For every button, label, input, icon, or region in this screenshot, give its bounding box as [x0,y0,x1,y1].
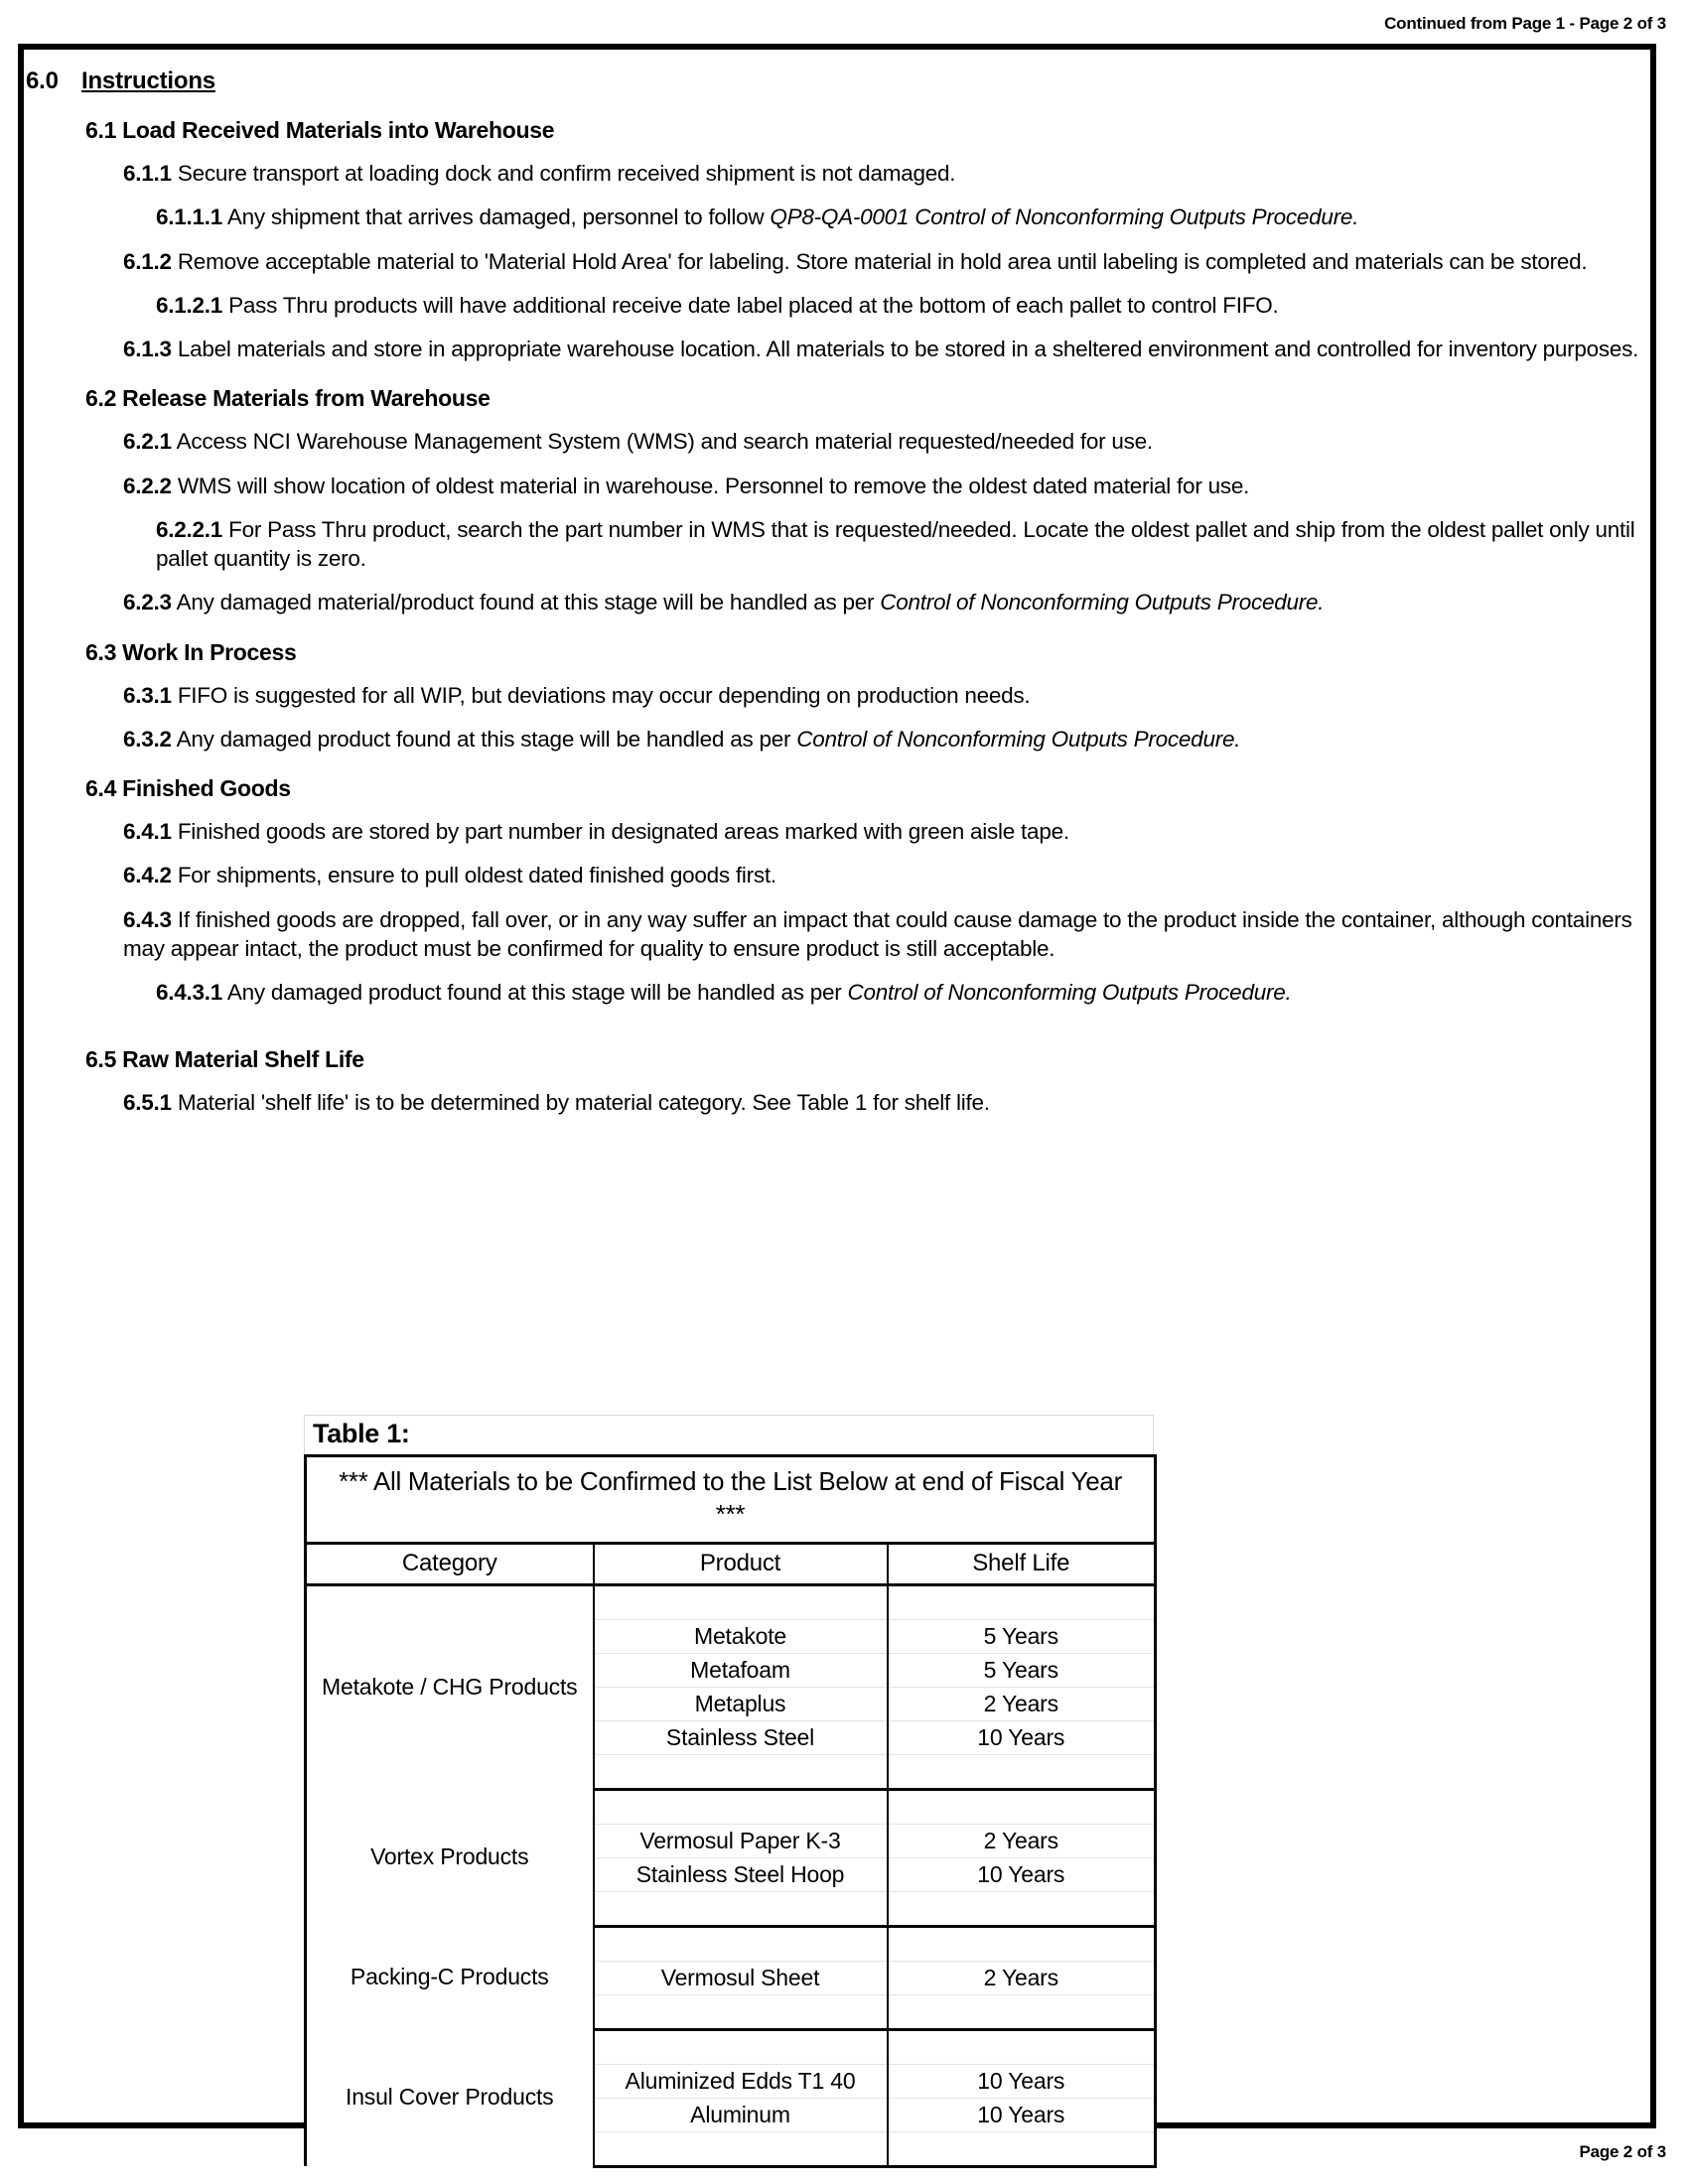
clause-6-4-3-1 [24,978,1652,1007]
clause-6-1-1 [24,159,1652,188]
product-cell [594,1789,888,1824]
clause-6-1-3 [24,335,1652,363]
clause-text: Secure transport at loading dock and confirm received shipment is not damaged. [177,161,956,186]
shelf-life-cell: 5 Years [888,1653,1156,1687]
clause-reference: Control of Nonconforming Outputs Procedure. [796,726,1241,751]
clause-6-3-2 [24,725,1652,753]
clause-number: 6.2.2 [123,473,172,498]
clause-text: Label materials and store in appropriate warehouse location. All materials to be stored in a sheltered environment and controlled for inventory purposes. [177,337,1639,361]
clause-number: 6.3.2 [123,726,172,751]
product-cell: Vermosul Sheet [594,1961,888,1994]
subsection-heading-6-1: 6.1 Load Received Materials into Warehouse [85,117,555,143]
running-header: Continued from Page 1 - Page 2 of 3 [1384,14,1666,33]
clause-text: Finished goods are stored by part number in designated areas marked with green aisle tape. [177,819,1069,844]
clause-text: Remove acceptable material to 'Material Hold Area' for labeling. Store material in hold area until labeling is completed and materials can be stored. [177,248,1588,274]
shelf-life-table [304,1454,1157,2168]
clause-text: If finished goods are dropped, fall over, or in any way suffer an impact that could cause damage to the product inside the container, although containers may appear intact, the product must be confirmed for quality to ensure product is still acceptable. [123,906,1632,961]
clause-reference: Control of Nonconforming Outputs Procedure. [847,980,1292,1005]
product-cell: Vermosul Paper K-3 [594,1824,888,1857]
column-header-shelf-life: Shelf Life [888,1543,1156,1584]
product-cell [594,1994,888,2029]
product-cell: Metakote [594,1619,888,1653]
product-cell: Stainless Steel [594,1720,888,1754]
clause-6-4-1 [24,817,1652,846]
clause-text: Any damaged material/product found at this stage will be handled as per [176,590,881,615]
shelf-life-cell [888,1891,1156,1926]
product-cell: Stainless Steel Hoop [594,1857,888,1891]
shelf-life-cell [888,2131,1156,2166]
column-header-product: Product [594,1543,888,1584]
clause-number: 6.1.1 [123,161,172,186]
product-cell [594,2029,888,2064]
clause-text: Pass Thru products will have additional receive date label placed at the bottom of each pallet to control FIFO. [228,292,1279,318]
clause-6-4-2 [24,861,1652,889]
table-banner-row [306,1456,1156,1544]
shelf-life-cell [888,1994,1156,2029]
clause-number: 6.4.2 [123,863,172,888]
shelf-life-table-block [304,1415,1154,2168]
running-footer: Page 2 of 3 [1579,2142,1666,2161]
shelf-life-cell: 10 Years [888,2064,1156,2098]
clause-text: For shipments, ensure to pull oldest dated finished goods first. [177,863,776,888]
clause-6-1-2 [24,247,1652,276]
subsection-heading-6-4: 6.4 Finished Goods [85,775,291,801]
subsection-heading-6-5: 6.5 Raw Material Shelf Life [85,1046,364,1073]
clause-reference: QP8-QA-0001 Control of Nonconforming Outputs Procedure. [770,205,1359,230]
clause-6-2-2-1 [24,515,1652,574]
clause-text: FIFO is suggested for all WIP, but deviations may occur depending on production needs. [177,682,1031,708]
section-number: 6.0 [26,68,59,94]
product-cell: Aluminum [594,2098,888,2131]
clause-number: 6.3.1 [123,682,172,708]
clause-number: 6.2.2.1 [156,516,223,542]
product-cell [594,1926,888,1961]
shelf-life-cell [888,1926,1156,1961]
clause-6-4-3 [24,905,1652,964]
category-cell: Vortex Products [306,1789,594,1926]
subsection-heading-6-2: 6.2 Release Materials from Warehouse [85,385,491,412]
product-cell [594,2131,888,2166]
clause-number: 6.4.1 [123,819,172,844]
clause-reference: Control of Nonconforming Outputs Procedure. [880,590,1325,615]
column-header-category: Category [306,1543,594,1584]
product-cell: Metaplus [594,1687,888,1720]
clause-text: Access NCI Warehouse Management System (WMS) and search material requested/needed for use. [176,429,1153,455]
category-cell: Metakote / CHG Products [306,1584,594,1789]
clause-6-5-1 [24,1088,1652,1117]
shelf-life-cell: 2 Years [888,1961,1156,1994]
clause-text: Any shipment that arrives damaged, personnel to follow [226,205,771,230]
clause-text: For Pass Thru product, search the part number in WMS that is requested/needed. Locate the oldest pallet and ship from the oldest pallet only until pallet quantity is zero. [156,516,1635,571]
section-heading-6-0 [24,68,1652,95]
shelf-life-cell [888,1754,1156,1789]
clause-6-2-3 [24,588,1652,616]
clause-6-2-2 [24,472,1652,500]
shelf-life-cell [888,1584,1156,1619]
product-cell [594,1584,888,1619]
shelf-life-cell: 10 Years [888,1857,1156,1891]
clause-6-3-1 [24,681,1652,710]
shelf-life-cell [888,1789,1156,1824]
table-caption: Table 1: [304,1415,1154,1454]
subsection-heading-6-3: 6.3 Work In Process [85,638,297,665]
category-cell: Packing-C Products [306,1926,594,2029]
clause-number: 6.2.1 [123,429,172,455]
category-cell: Insul Cover Products [306,2029,594,2166]
clause-text: WMS will show location of oldest material in warehouse. Personnel to remove the oldest dated material for use. [177,473,1250,498]
clause-number: 6.4.3 [123,906,172,932]
clause-text: Any damaged product found at this stage will be handled as per [176,726,797,751]
product-cell: Aluminized Edds T1 40 [594,2064,888,2098]
clause-6-1-1-1 [24,203,1652,231]
table-row [306,1584,1156,1619]
table-row [306,1789,1156,1824]
clause-6-1-2-1 [24,291,1652,320]
shelf-life-cell: 2 Years [888,1824,1156,1857]
clause-text: Any damaged product found at this stage will be handled as per [226,980,848,1005]
clause-6-2-1 [24,427,1652,456]
table-row [306,1926,1156,1961]
shelf-life-cell: 10 Years [888,1720,1156,1754]
section-title: Instructions [81,68,215,94]
clause-number: 6.1.2 [123,248,172,274]
shelf-life-cell: 2 Years [888,1687,1156,1720]
product-cell [594,1754,888,1789]
table-header-row [306,1543,1156,1584]
clause-text: Material 'shelf life' is to be determined by material category. See Table 1 for shelf life. [177,1090,990,1116]
table-row [306,2029,1156,2064]
clause-number: 6.2.3 [123,590,172,615]
shelf-life-cell: 10 Years [888,2098,1156,2131]
table-banner-text: *** All Materials to be Confirmed to the List Below at end of Fiscal Year *** [306,1456,1156,1544]
document-body [24,58,1652,1118]
clause-number: 6.1.1.1 [156,205,223,230]
clause-number: 6.1.2.1 [156,292,223,318]
shelf-life-cell: 5 Years [888,1619,1156,1653]
product-cell: Metafoam [594,1653,888,1687]
product-cell [594,1891,888,1926]
shelf-life-cell [888,2029,1156,2064]
clause-number: 6.4.3.1 [156,980,223,1005]
clause-number: 6.5.1 [123,1090,172,1116]
clause-number: 6.1.3 [123,337,172,361]
